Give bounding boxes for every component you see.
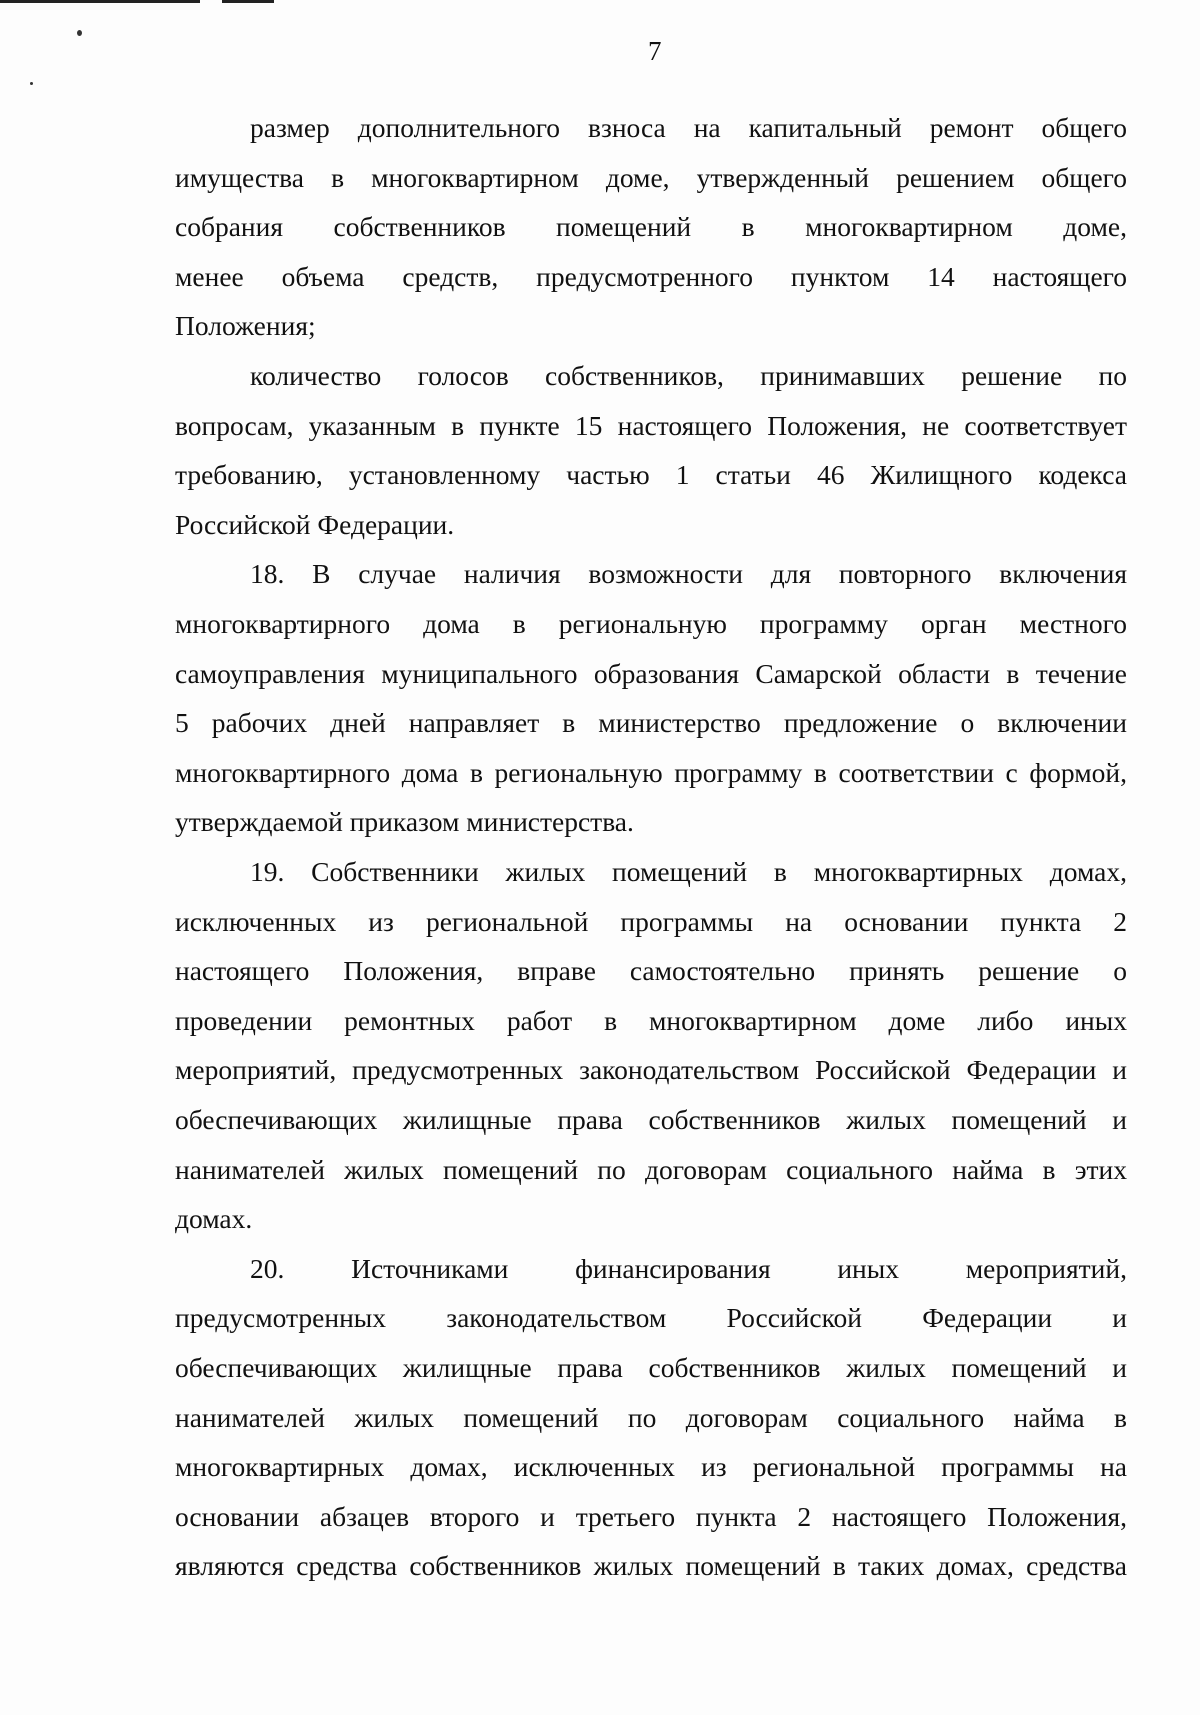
text-line: основании абзацев второго и третьего пункта 2 настоящего Положения, xyxy=(175,1501,1127,1532)
text-line: многоквартирного дома в региональную программу орган местного xyxy=(175,608,1127,639)
page-number: 7 xyxy=(648,36,662,66)
text-line: многоквартирных домах, исключенных из региональной программы на xyxy=(175,1451,1127,1482)
text-line: являются средства собственников жилых помещений в таких домах, средства xyxy=(175,1550,1127,1581)
text-line: менее объема средств, предусмотренного пунктом 14 настоящего xyxy=(175,261,1127,292)
text-line: домах. xyxy=(175,1203,253,1234)
text-line: предусмотренных законодательством Российской Федерации и xyxy=(175,1302,1127,1333)
text-line: требованию, установленному частью 1 статьи 46 Жилищного кодекса xyxy=(175,459,1127,490)
text-line: 5 рабочих дней направляет в министерство предложение о включении xyxy=(175,707,1127,738)
text-line: нанимателей жилых помещений по договорам социального найма в xyxy=(175,1402,1127,1433)
text-line: Положения; xyxy=(175,310,316,341)
text-line: 19. Собственники жилых помещений в многоквартирных домах, xyxy=(250,856,1127,887)
text-line: 18. В случае наличия возможности для повторного включения xyxy=(250,558,1127,589)
text-line: мероприятий, предусмотренных законодательством Российской Федерации и xyxy=(175,1054,1127,1085)
text-line: настоящего Положения, вправе самостоятельно принять решение о xyxy=(175,955,1127,986)
text-line: утверждаемой приказом министерства. xyxy=(175,806,634,837)
text-line: исключенных из региональной программы на основании пункта 2 xyxy=(175,906,1127,937)
text-line: 20. Источниками финансирования иных мероприятий, xyxy=(250,1253,1127,1284)
text-line: имущества в многоквартирном доме, утвержденный решением общего xyxy=(175,162,1127,193)
scan-edge-rule xyxy=(222,0,274,3)
text-line: собрания собственников помещений в многоквартирном доме, xyxy=(175,211,1127,242)
text-line: нанимателей жилых помещений по договорам социального найма в этих xyxy=(175,1154,1127,1185)
text-line: Российской Федерации. xyxy=(175,509,455,540)
scan-speck xyxy=(30,82,33,85)
text-line: обеспечивающих жилищные права собственников жилых помещений и xyxy=(175,1352,1127,1383)
text-line: вопросам, указанным в пункте 15 настоящего Положения, не соответствует xyxy=(175,410,1127,441)
text-line: размер дополнительного взноса на капитальный ремонт общего xyxy=(250,112,1127,143)
text-line: многоквартирного дома в региональную программу в соответствии с формой, xyxy=(175,757,1127,788)
text-line: самоуправления муниципального образования Самарской области в течение xyxy=(175,658,1127,689)
scan-speck xyxy=(77,30,82,36)
text-line: обеспечивающих жилищные права собственников жилых помещений и xyxy=(175,1104,1127,1135)
text-line: проведении ремонтных работ в многоквартирном доме либо иных xyxy=(175,1005,1127,1036)
text-line: количество голосов собственников, принимавших решение по xyxy=(250,360,1127,391)
scan-edge-rule xyxy=(0,0,200,3)
